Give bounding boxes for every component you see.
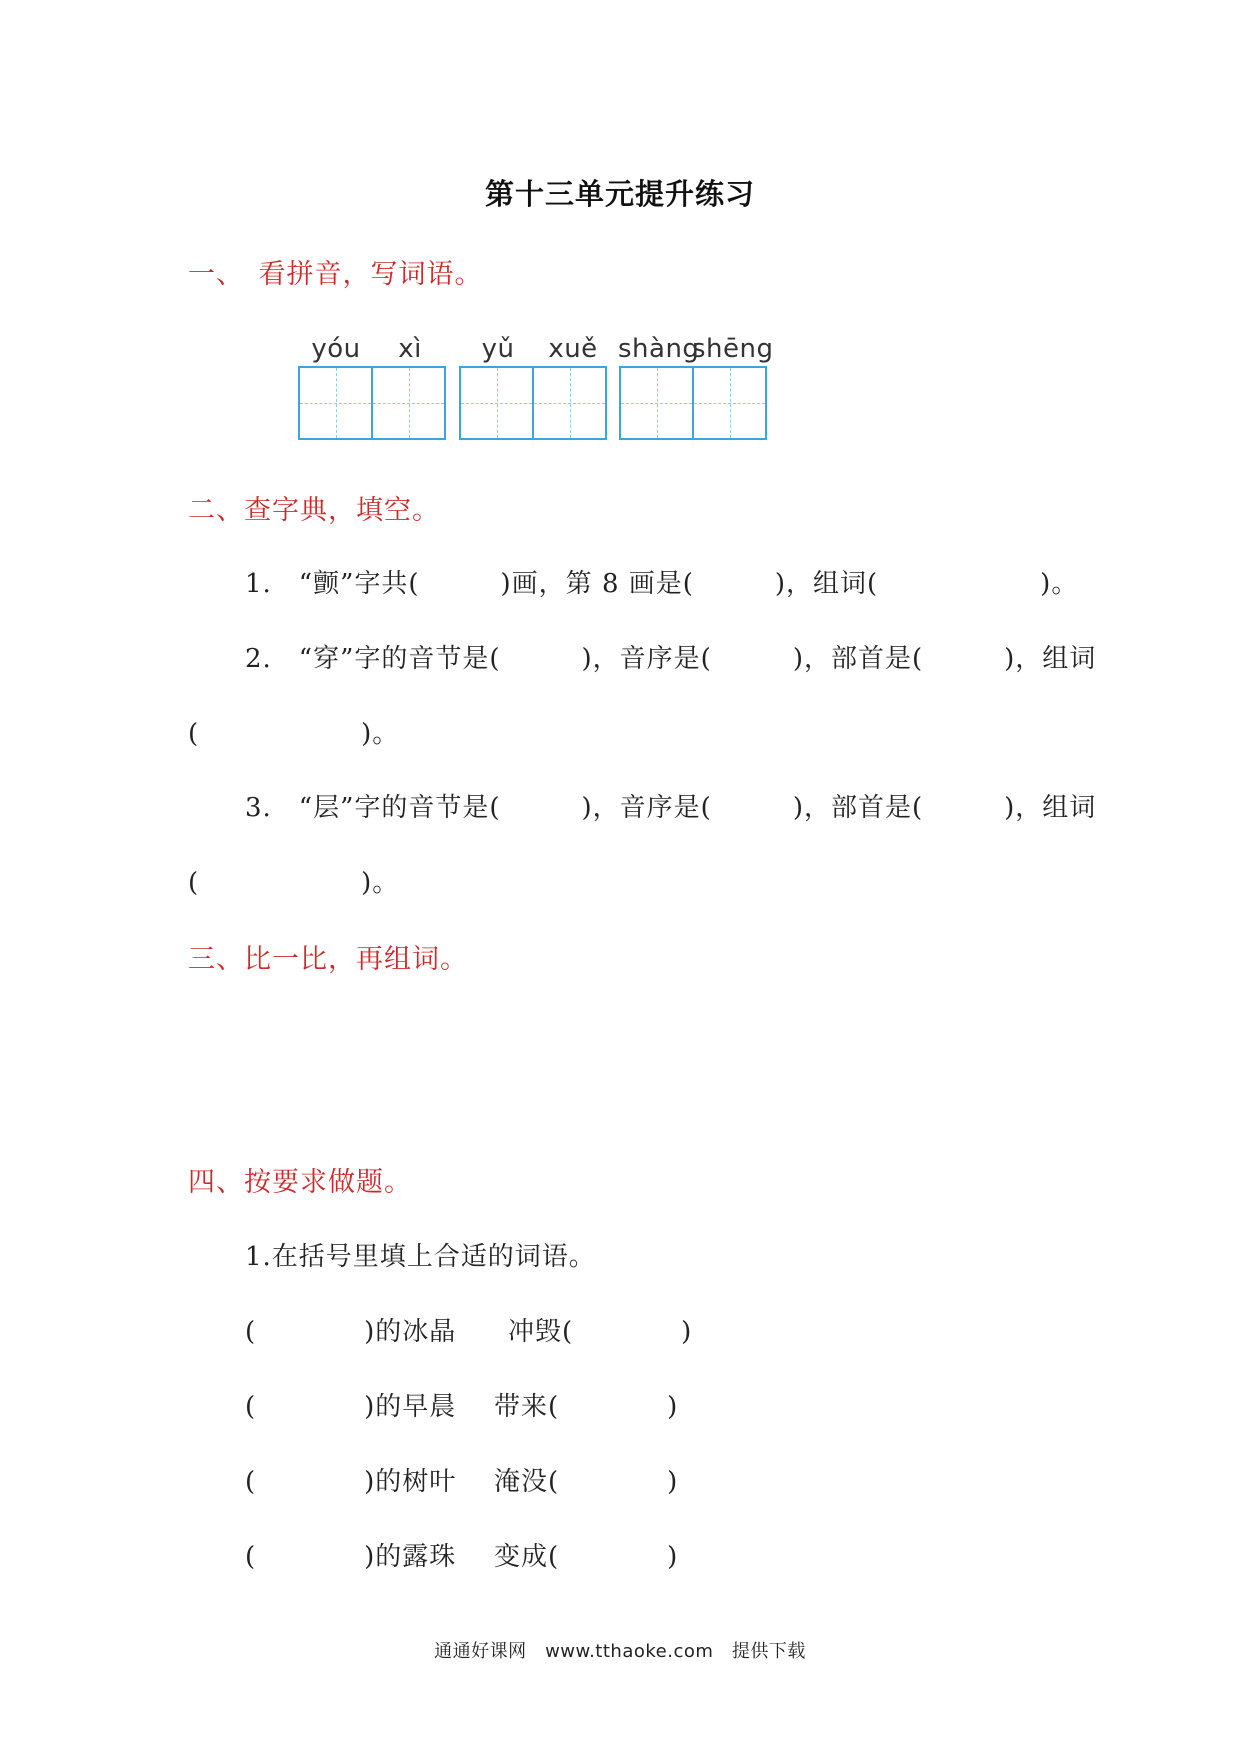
pinyin-shang: shàng xyxy=(618,334,700,364)
fill-right-1: 冲毁( ) xyxy=(508,1317,693,1347)
fill-left-3: ( )的树叶 xyxy=(245,1467,457,1497)
writing-grid-youxi[interactable] xyxy=(298,366,446,440)
question-2-1: 1. “颤”字共( )画，第 8 画是( )，组词( )。 xyxy=(245,569,1079,599)
writing-grid-shangsheng[interactable] xyxy=(619,366,767,440)
section-4-heading: 四、按要求做题。 xyxy=(188,1167,412,1198)
pinyin-you: yóu xyxy=(311,334,361,364)
fill-left-2: ( )的早晨 xyxy=(245,1392,457,1422)
page-title: 第十三单元提升练习 xyxy=(484,177,755,211)
footer-credit: 通通好课网 www.tthaoke.com 提供下载 xyxy=(434,1641,806,1662)
pinyin-sheng: shēng xyxy=(692,334,774,364)
pinyin-xue: xuě xyxy=(548,334,598,364)
section-3-heading: 三、比一比，再组词。 xyxy=(188,944,468,975)
writing-cell[interactable] xyxy=(371,368,444,438)
fill-right-3: 淹没( ) xyxy=(494,1467,679,1497)
question-2-3-line2: ( )。 xyxy=(188,868,400,898)
writing-cell[interactable] xyxy=(692,368,765,438)
writing-cell[interactable] xyxy=(461,368,532,438)
question-4-1: 1.在括号里填上合适的词语。 xyxy=(245,1242,596,1272)
writing-cell[interactable] xyxy=(621,368,692,438)
writing-grid-yuxue[interactable] xyxy=(459,366,607,440)
question-2-2-line1: 2. “穿”字的音节是( )，音序是( )，部首是( )，组词 xyxy=(245,644,1097,674)
question-2-2-line2: ( )。 xyxy=(188,719,400,749)
fill-left-1: ( )的冰晶 xyxy=(245,1317,457,1347)
fill-left-4: ( )的露珠 xyxy=(245,1542,457,1572)
fill-right-4: 变成( ) xyxy=(494,1542,679,1572)
fill-right-2: 带来( ) xyxy=(494,1392,679,1422)
question-2-3-line1: 3. “层”字的音节是( )，音序是( )，部首是( )，组词 xyxy=(245,793,1097,823)
pinyin-xi: xì xyxy=(398,334,422,364)
writing-cell[interactable] xyxy=(300,368,371,438)
pinyin-yu: yǔ xyxy=(481,334,515,364)
section-2-heading: 二、查字典，填空。 xyxy=(188,495,440,526)
section-1-heading: 一、 看拼音，写词语。 xyxy=(188,259,483,290)
writing-cell[interactable] xyxy=(532,368,605,438)
